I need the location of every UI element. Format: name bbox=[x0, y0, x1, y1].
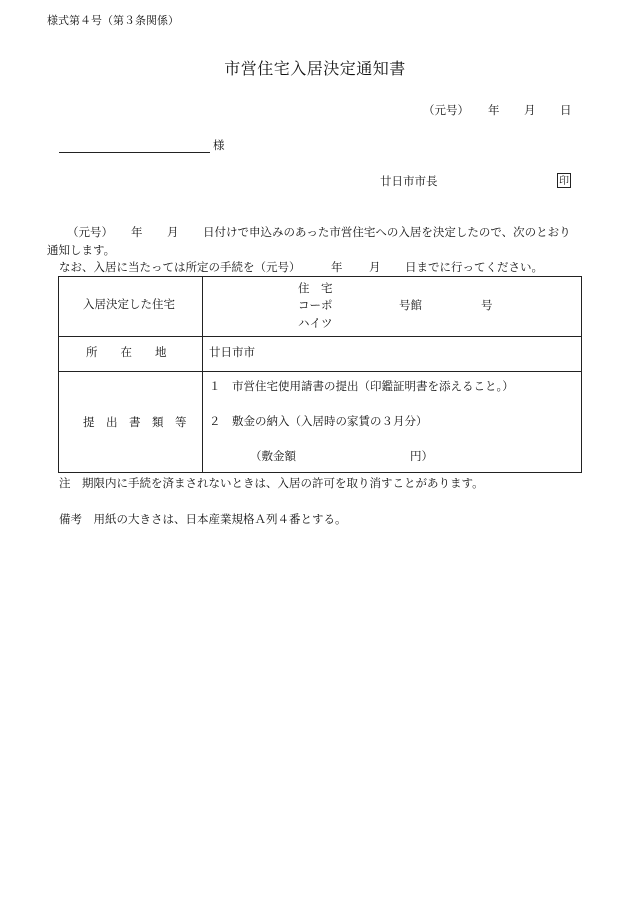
deadline-year: 年 bbox=[331, 260, 343, 274]
documents-label: 提 出 書 類 等 bbox=[83, 415, 187, 429]
room-number-label: 号 bbox=[481, 298, 493, 312]
housing-type-haitsu: ハイツ bbox=[298, 316, 333, 330]
body-text-line1: 日付けで申込みのあった市営住宅への入居を決定したので、次のとおり bbox=[203, 225, 571, 239]
document-title: 市営住宅入居決定通知書 bbox=[224, 59, 406, 78]
table-row-divider bbox=[59, 336, 581, 337]
housing-type-jutaku: 住 宅 bbox=[298, 281, 333, 295]
remark: 備考 用紙の大きさは、日本産業規格Ａ列４番とする。 bbox=[59, 512, 347, 526]
body-era: （元号） bbox=[67, 225, 113, 239]
deadline-month: 月 bbox=[369, 260, 381, 274]
table-row-divider bbox=[59, 371, 581, 372]
addressee-name-line bbox=[59, 152, 210, 153]
form-number: 様式第４号（第３条関係） bbox=[47, 14, 179, 27]
footnote: 注 期限内に手続を済まされないときは、入居の許可を取り消すことがあります。 bbox=[59, 476, 484, 490]
deadline-rest: 日までに行ってください。 bbox=[405, 260, 543, 274]
body-text-line3: なお、入居に当たっては所定の手続を（元号） bbox=[59, 260, 301, 274]
deposit-amount-label: （敷金額 bbox=[250, 449, 296, 463]
document-item-1: １ 市営住宅使用請書の提出（印鑑証明書を添えること。） bbox=[209, 379, 514, 393]
deposit-amount-unit: 円） bbox=[410, 449, 433, 463]
table-column-divider bbox=[202, 277, 203, 472]
housing-label: 入居決定した住宅 bbox=[83, 297, 175, 311]
location-label: 所 在 地 bbox=[86, 345, 167, 359]
document-item-2: ２ 敷金の納入（入居時の家賃の３月分） bbox=[209, 414, 428, 428]
body-year: 年 bbox=[131, 225, 143, 239]
location-value: 廿日市市 bbox=[209, 345, 255, 359]
building-number-label: 号館 bbox=[399, 298, 422, 312]
body-text-line2: 通知します。 bbox=[47, 243, 116, 257]
housing-type-kopo: コーポ bbox=[298, 298, 333, 312]
body-month: 月 bbox=[167, 225, 179, 239]
addressee-suffix: 様 bbox=[213, 138, 225, 152]
date-year: 年 bbox=[488, 103, 500, 117]
date-month: 月 bbox=[524, 103, 536, 117]
issuer-name: 廿日市市長 bbox=[380, 174, 438, 188]
date-era: （元号） bbox=[423, 103, 469, 117]
seal-mark: 印 bbox=[557, 173, 571, 188]
date-day: 日 bbox=[560, 103, 572, 117]
